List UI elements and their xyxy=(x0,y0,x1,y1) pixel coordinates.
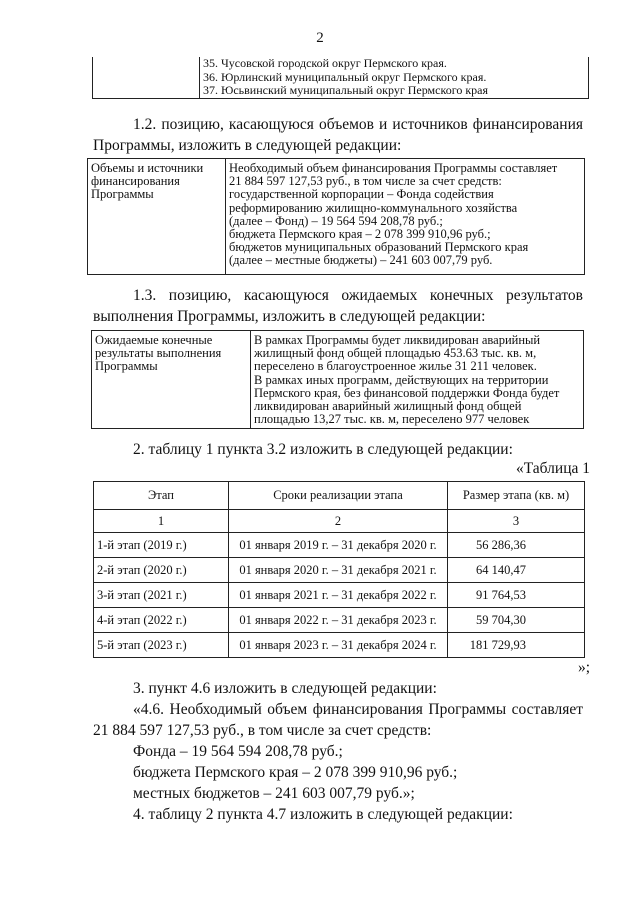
section-3-intro: 3. пункт 4.6 изложить в следующей редакции: xyxy=(133,680,437,697)
financing-value-cell xyxy=(226,159,585,275)
list-item: 35. Чусовской городской округ Пермского края. xyxy=(203,56,447,70)
text-line: бюджета Пермского края – 2 078 399 910,96 руб.; xyxy=(229,227,491,242)
table-row xyxy=(94,583,585,608)
results-value-cell xyxy=(251,331,584,429)
empty-cell xyxy=(93,57,200,98)
column-number: 1 xyxy=(94,510,229,533)
text-line: Ожидаемые конечные xyxy=(95,333,213,347)
text-line: жилищный фонд общей площадью 453.63 тыс. кв. м, xyxy=(254,346,537,361)
results-label-cell xyxy=(92,331,251,429)
period-cell: 01 января 2021 г. – 31 декабря 2022 г. xyxy=(229,583,448,608)
list-item: 37. Юсьвинский муниципальный округ Пермского края xyxy=(203,83,488,97)
text-line: ликвидирован аварийный жилищный фонд общей xyxy=(254,399,522,414)
text-line: 21 884 597 127,53 руб., в том числе за счет средств: xyxy=(229,174,502,189)
text-line: бюджетов муниципальных образований Пермского края xyxy=(229,240,529,255)
table-row xyxy=(92,331,584,429)
period-cell: 01 января 2023 г. – 31 декабря 2024 г. xyxy=(229,633,448,658)
stage-cell: 1-й этап (2019 г.) xyxy=(94,533,229,558)
text-line: переселено в благоустроенное жилье 31 211 человек. xyxy=(254,359,537,374)
section-3-line3: Фонда – 19 564 594 208,78 руб.; xyxy=(133,743,343,760)
size-cell: 91 764,53 xyxy=(448,583,585,608)
period-cell: 01 января 2022 г. – 31 декабря 2023 г. xyxy=(229,608,448,633)
period-cell: 01 января 2020 г. – 31 декабря 2021 г. xyxy=(229,558,448,583)
table-row xyxy=(93,57,589,98)
section-3-line4: бюджета Пермского края – 2 078 399 910,96 руб.; xyxy=(133,764,458,781)
stages-table xyxy=(93,481,585,658)
size-cell: 56 286,36 xyxy=(448,533,585,558)
table-row xyxy=(88,159,585,275)
section-3-line1: «4.6. Необходимый объем финансирования Программы составляет xyxy=(133,701,583,718)
text-line: результаты выполнения xyxy=(95,346,222,361)
column-number: 2 xyxy=(229,510,448,533)
table-row xyxy=(94,533,585,558)
section-1-3-intro-line2: выполнения Программы, изложить в следующей редакции: xyxy=(93,308,486,325)
text-line: реформированию жилищно-коммунального хозяйства xyxy=(229,200,518,215)
section-1-3-intro-line1: 1.3. позицию, касающуюся ожидаемых конечных результатов xyxy=(133,287,583,304)
table-header-row xyxy=(94,482,585,510)
section-3-line2: 21 884 597 127,53 руб., в том числе за счет средств: xyxy=(93,722,432,739)
section-2-intro: 2. таблицу 1 пункта 3.2 изложить в следующей редакции: xyxy=(133,441,513,458)
financing-label-cell: Объемы и источники финансирования Программы xyxy=(88,159,226,275)
results-table xyxy=(91,330,584,429)
text-line: площадью 13,27 тыс. кв. м, переселено 977 человек xyxy=(254,412,530,427)
municipality-cell xyxy=(200,57,589,98)
table-row xyxy=(94,633,585,658)
header-stage: Этап xyxy=(94,482,229,510)
size-cell: 59 704,30 xyxy=(448,608,585,633)
stage-cell: 4-й этап (2022 г.) xyxy=(94,608,229,633)
text-line: В рамках иных программ, действующих на территории xyxy=(254,372,549,387)
stage-cell: 3-й этап (2021 г.) xyxy=(94,583,229,608)
text-line: (далее – местные бюджеты) – 241 603 007,79 руб. xyxy=(229,253,493,268)
size-cell: 181 729,93 xyxy=(448,633,585,658)
table-caption: «Таблица 1 xyxy=(515,460,590,477)
text-line: Программы xyxy=(95,359,158,374)
stage-cell: 5-й этап (2023 г.) xyxy=(94,633,229,658)
text-line: В рамках Программы будет ликвидирован аварийный xyxy=(254,333,541,347)
size-cell: 64 140,47 xyxy=(448,558,585,583)
header-size: Размер этапа (кв. м) xyxy=(448,482,585,510)
section-1-2-intro: 1.2. позицию, касающуюся объемов и источников финансирования Программы, изложить в следующей редакции: xyxy=(93,116,583,154)
column-number: 3 xyxy=(448,510,585,533)
text-line: Пермского края, без финансовой поддержки Фонда будет xyxy=(254,385,560,400)
financing-table xyxy=(87,158,585,275)
text-line: Необходимый объем финансирования Программы составляет xyxy=(229,161,558,175)
text-line: (далее – Фонд) – 19 564 594 208,78 руб.; xyxy=(229,213,443,228)
table-closing-quote: »; xyxy=(577,659,590,676)
page-number: 2 xyxy=(316,30,324,46)
header-period: Сроки реализации этапа xyxy=(229,482,448,510)
text-line: государственной корпорации – Фонда содействия xyxy=(229,187,494,202)
section-3-line5: местных бюджетов – 241 603 007,79 руб.»; xyxy=(133,785,415,802)
section-4-intro: 4. таблицу 2 пункта 4.7 изложить в следующей редакции: xyxy=(133,806,513,823)
stage-cell: 2-й этап (2020 г.) xyxy=(94,558,229,583)
period-cell: 01 января 2019 г. – 31 декабря 2020 г. xyxy=(229,533,448,558)
column-number-row xyxy=(94,510,585,533)
list-item: 36. Юрлинский муниципальный округ Пермского края. xyxy=(203,69,487,84)
table-row xyxy=(94,608,585,633)
municipality-list-table xyxy=(92,57,589,99)
table-row xyxy=(94,558,585,583)
